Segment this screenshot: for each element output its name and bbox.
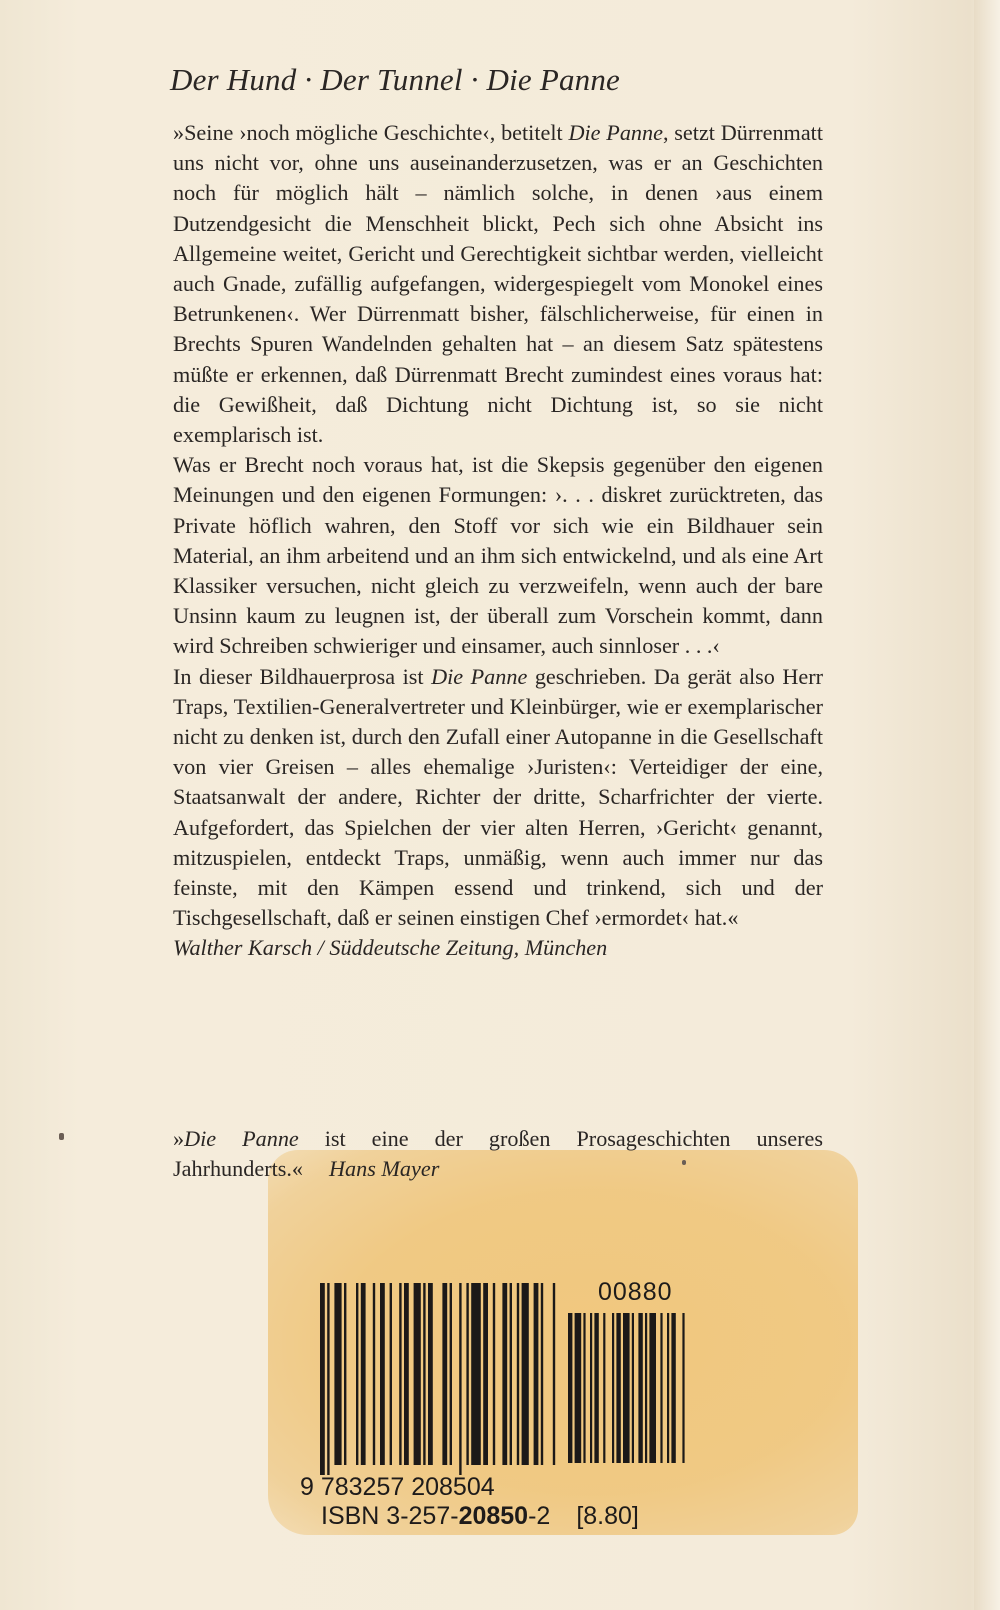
barcode-bar: [502, 1283, 507, 1465]
barcode-addon-bar: [612, 1313, 614, 1463]
barcode-bar: [534, 1283, 539, 1465]
barcode-bar: [428, 1283, 433, 1465]
barcode-addon-bar: [590, 1313, 592, 1463]
barcode-bar: [450, 1283, 452, 1465]
barcode-bar: [483, 1283, 488, 1465]
work-title: Die Panne: [431, 663, 528, 689]
barcode-bar: [361, 1283, 366, 1465]
barcode-addon-bar: [660, 1313, 662, 1463]
barcode-bar: [390, 1283, 392, 1465]
barcode-bar: [334, 1283, 341, 1465]
barcode-bar: [320, 1283, 325, 1475]
price-label: [8.80]: [576, 1502, 639, 1530]
barcode-bar: [522, 1283, 529, 1465]
barcode-bar: [466, 1283, 468, 1465]
barcode-bar: [471, 1283, 481, 1465]
barcode-addon-bar: [632, 1313, 634, 1463]
barcode-bar: [442, 1283, 447, 1465]
review-paragraph-3: In dieser Bildhauerprosa ist Die Panne geschrieben. Da gerät also Herr Traps, Textilien-Generalvertreter und Kleinbürger, wie er exemplarischer nicht zu denken ist, durch den Zufall einer Autopanne in die Gesellschaft von vier Greisen – alles ehemalige ›Juristen‹: Verteidiger der eine, Staatsanwalt der andere, Richter der dritte, Scharfrichter der vierte. Aufgefordert, das Spielchen der vier alten Herren, ›Gericht‹ genannt, mitzuspielen, entdeckt Traps, unmäßig, wenn auch immer nur das feinste, mit den Kämpen essend und trinkend, sich und der Tischgesellschaft, daß er seinen einstigen Chef ›ermordet‹ hat.«: [173, 663, 824, 931]
barcode-bar: [380, 1283, 385, 1465]
barcode-bar: [423, 1283, 425, 1465]
isbn-line: ISBN 3-257-20850-2 [8.80]: [321, 1502, 639, 1530]
review-mayer: »Die Panne ist eine der großen Prosageschichten unseres Jahrhunderts.« Hans Mayer: [173, 1126, 824, 1182]
review-paragraph-2: Was er Brecht noch voraus hat, ist die Skepsis gegenüber den eigenen Meinungen und den eigenen Formungen: ›. . . diskret zurücktreten, das Private höflich wahren, den Stoff vor sich wie ein Bildhauer sein Material, an ihm arbeitend und an ihm sich entwickelnd, und als eine Art Klassiker versuchen, nicht gleich zu verzweifeln, wenn auch der bare Unsinn kaum zu leugnen ist, der überall zum Vorschein kommt, dann wird Schreiben schwieriger und einsamer, auch sinnloser . . .‹: [173, 452, 823, 659]
barcode-addon-bar: [616, 1313, 620, 1463]
barcode-addon-bar: [645, 1313, 647, 1463]
barcode-bar: [493, 1283, 495, 1465]
barcode-addon-bar: [623, 1313, 630, 1463]
review-paragraph-1: »Seine ›noch mögliche Geschichte‹, betitelt Die Panne, setzt Dürrenmatt uns nicht vor, ohne uns auseinanderzusetzen, was er an Geschichten noch für möglich hält – nämlich solche, in denen ›aus einem Dutzendgesicht die Menschheit blickt, Pech sich ohne Absicht ins Allgemeine weitet, Gericht und Gerechtigkeit sichtbar werden, vielleicht auch Gnade, zufällig aufgefangen, widergespiegelt vom Monokel eines Betrunkenen‹. Wer Dürrenmatt bisher, fälschlicherweise, für einen in Brechts Spuren Wandelnden gehalten hat – an diesem Satz spätestens müßte er erkennen, daß Dürrenmatt Brecht zumindest eines voraus hat: die Gewißheit, daß Dichtung nicht Dichtung ist, so sie nicht exemplarisch ist.: [173, 120, 823, 448]
barcode-bar: [373, 1283, 375, 1465]
barcode-addon-bar: [575, 1313, 582, 1463]
book-title: Der Hund · Der Tunnel · Die Panne: [170, 62, 621, 97]
review-author: Hans Mayer: [329, 1156, 440, 1182]
barcode-bar: [553, 1283, 555, 1465]
work-title: Die Panne: [184, 1126, 299, 1151]
barcode-ean-digits: 9 783257 208504: [300, 1473, 495, 1501]
barcode-addon-bar: [649, 1313, 656, 1463]
paper-speck: [682, 1160, 686, 1165]
work-title: Die Panne: [568, 120, 663, 145]
barcode-bar: [356, 1283, 358, 1465]
barcode-bar: [459, 1283, 461, 1475]
barcode-bar: [541, 1283, 543, 1465]
barcode-addon-bar: [603, 1313, 605, 1463]
barcode-bar: [517, 1283, 519, 1465]
barcode-addon-bar: [667, 1313, 669, 1463]
barcode-addon-bar: [638, 1313, 642, 1463]
review-karsch: [173, 118, 823, 964]
barcode-addon-digits: 00880: [598, 1278, 673, 1306]
review-attribution: Walther Karsch / Süddeutsche Zeitung, München: [173, 935, 608, 961]
cover-edge: [974, 0, 1000, 1610]
barcode-addon-bar: [682, 1313, 684, 1463]
barcode-bar: [344, 1283, 346, 1465]
barcode-bar: [327, 1283, 329, 1475]
barcode-addon-bar: [594, 1313, 598, 1463]
barcode-addon-bar: [671, 1313, 675, 1463]
barcode-bar: [510, 1283, 512, 1465]
barcode-addon-bar: [568, 1313, 572, 1463]
barcode-addon-bar: [583, 1313, 585, 1463]
barcode-bar: [414, 1283, 421, 1465]
barcode-bar: [404, 1283, 409, 1465]
paper-speck: [59, 1133, 64, 1140]
barcode-bar: [399, 1283, 401, 1465]
